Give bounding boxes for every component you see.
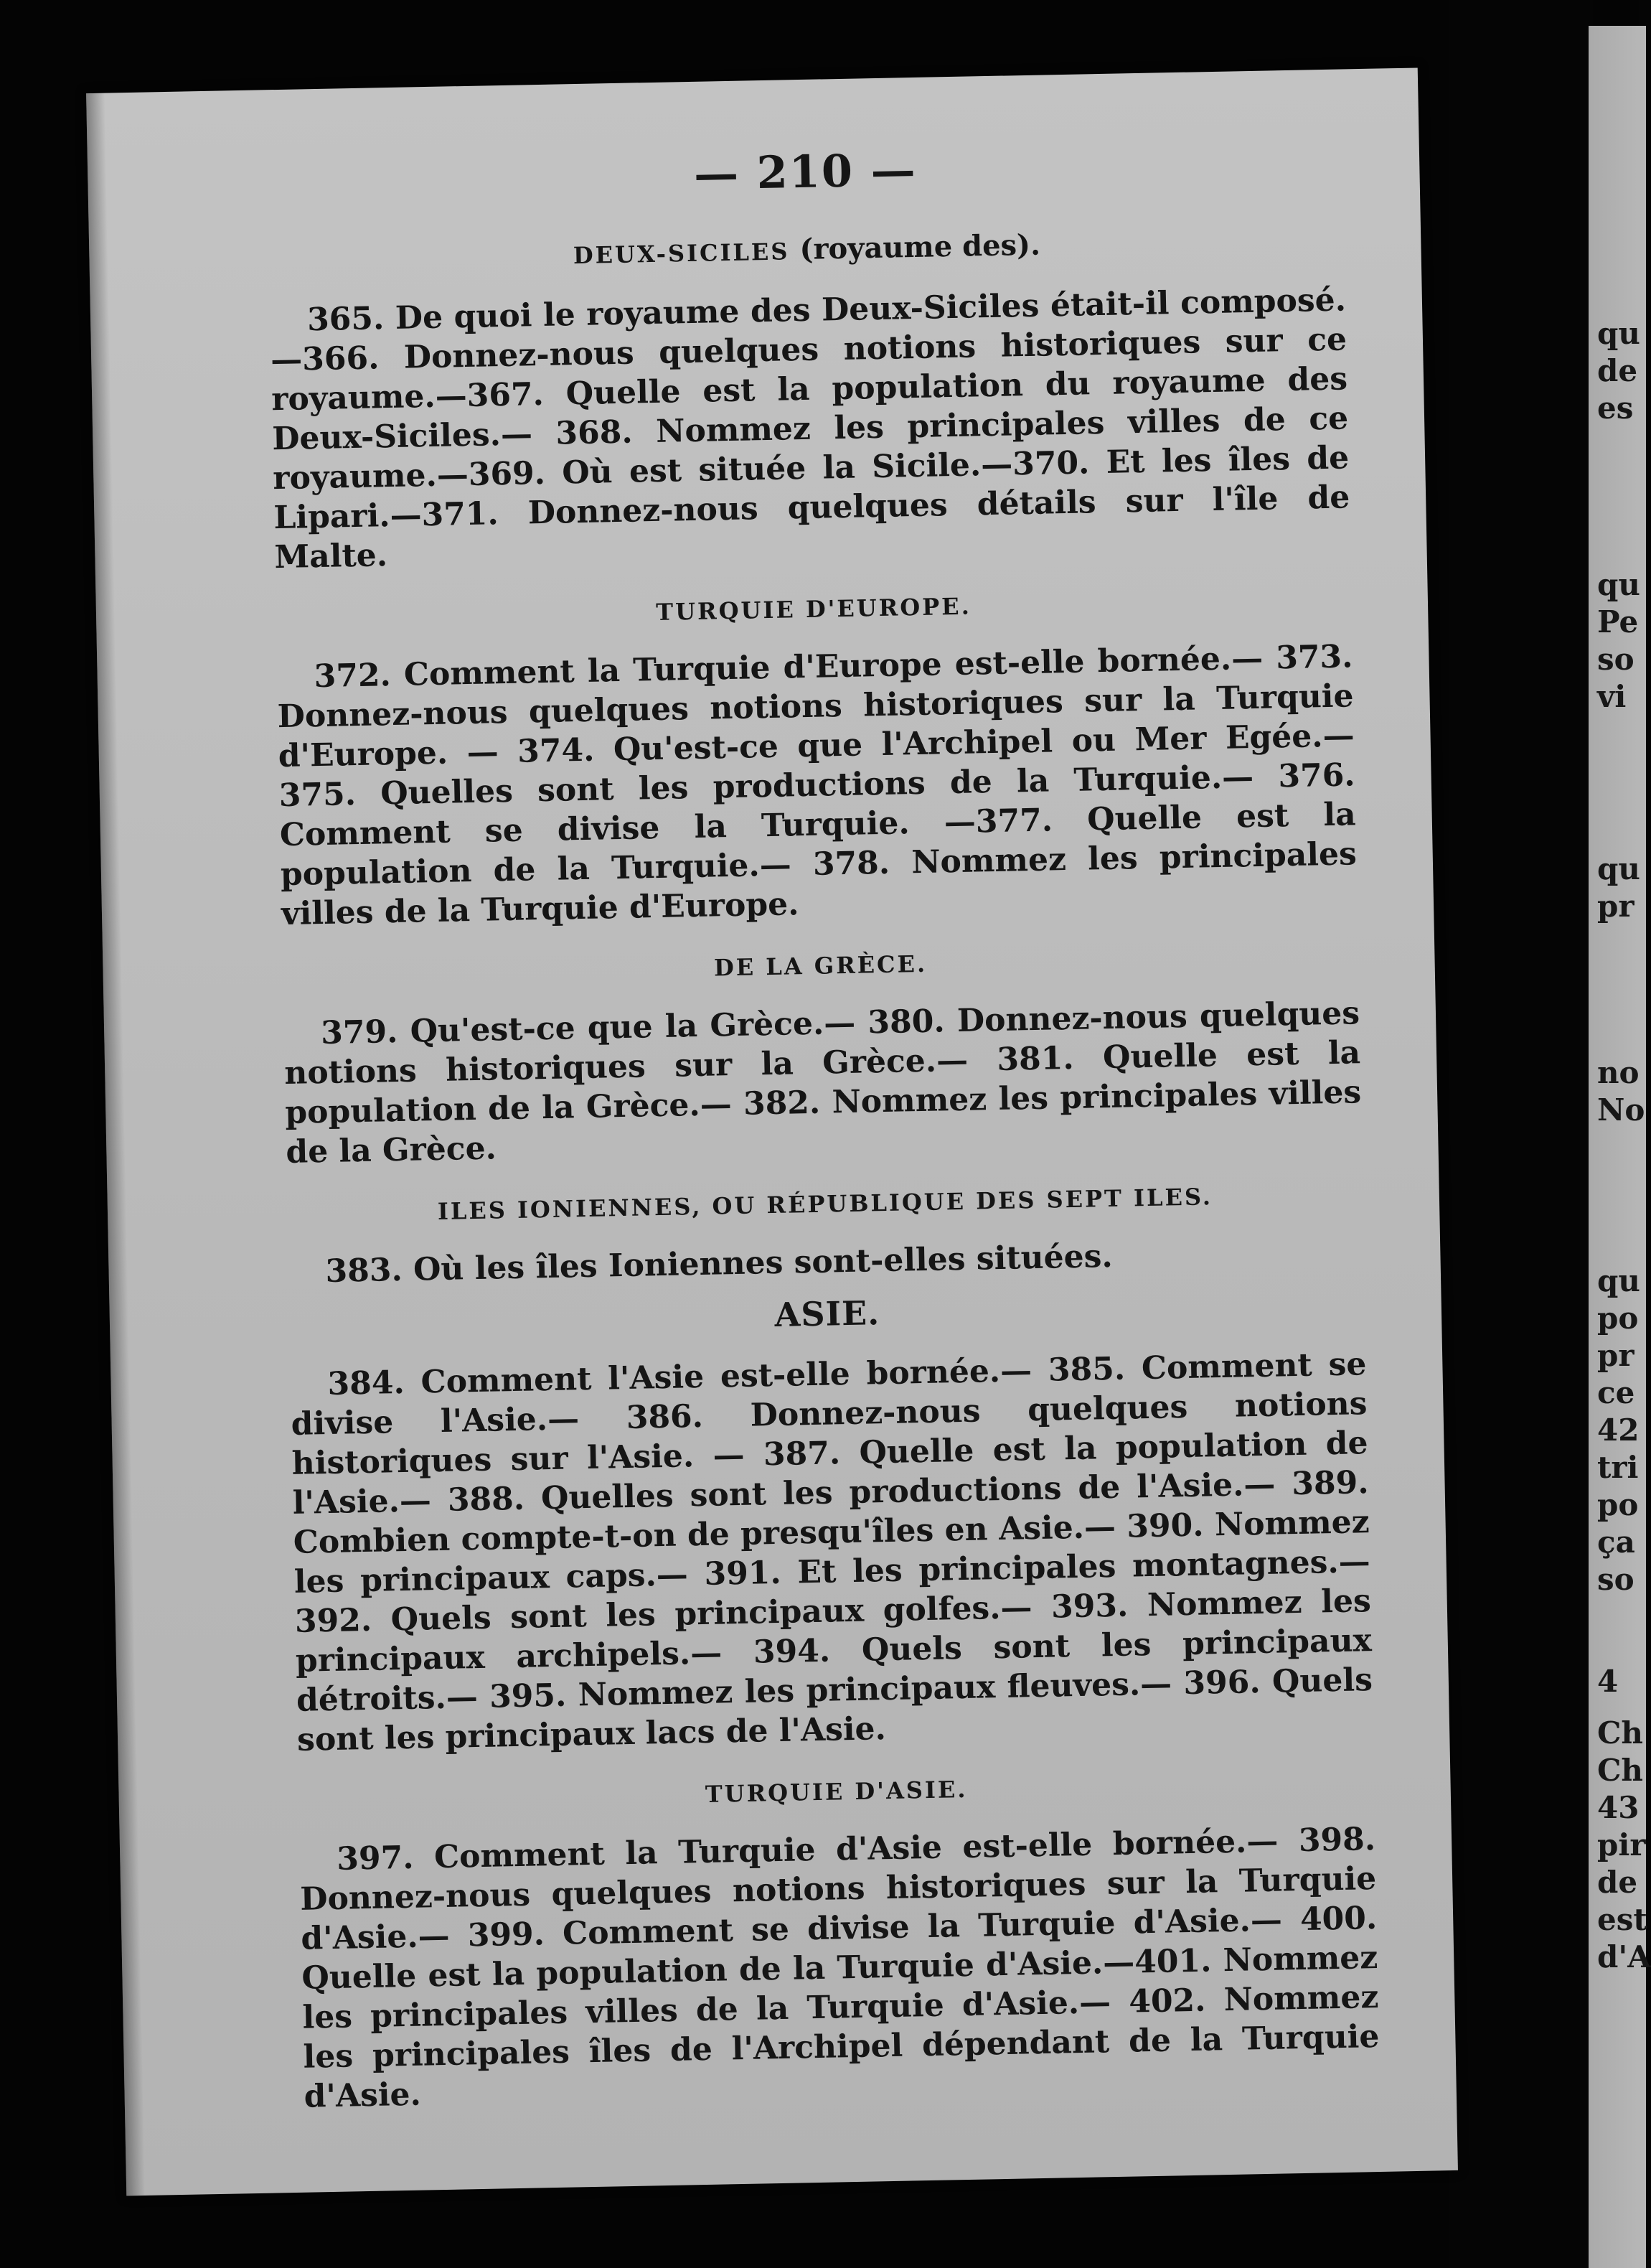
questions-paragraph-grece: 379. Qu'est-ce que la Grèce.— 380. Donnez-nous quelques notions historiques sur la Grèce.— 381. Quelle est la population de la Grèce.— 382. Nommez les principales villes de la Grèce. [283,995,1362,1171]
facing-page-fragment: qu [1597,567,1640,602]
facing-page-fragment: pr [1597,889,1634,924]
page-number: — 210 — [693,143,918,200]
facing-page-fragment: pir [1597,1827,1646,1862]
questions-paragraph-turquie-europe: 372. Comment la Turquie d'Europe est-elle bornée.— 373. Donnez-nous quelques notions historiques sur la Turquie d'Europe. — 374. Qu'est-ce que l'Archipel ou Mer Egée.— 375. Quelles sont les productions de la Turquie.— 376. Comment se divise la Turquie. —377. Quelle est la population de la Turquie.— 378. Nommez les principales villes de la Turquie d'Europe. [277,638,1358,933]
facing-page-fragment: d'A [1597,1939,1651,1974]
questions-paragraph-iles-ioniennes: 383. Où les îles Ioniennes sont-elles situées. [325,1237,1114,1290]
facing-page-fragment: po [1597,1301,1639,1336]
facing-page-fragment: qu [1597,1263,1640,1298]
book-gutter [1449,0,1593,2268]
section-heading-asie: ASIE. [774,1293,880,1334]
facing-page-fragment: no [1597,1055,1640,1090]
section-heading-text: DEUX-SICILES [573,238,790,270]
facing-page-fragment: ça [1597,1524,1635,1560]
facing-page-fragment: de [1597,1865,1638,1900]
section-heading-iles-ioniennes: ILES IONIENNES, OU RÉPUBLIQUE DES SEPT ILES. [437,1183,1213,1225]
facing-page-fragment: ce [1597,1375,1635,1410]
facing-page-fragment: est [1597,1902,1647,1937]
book-page [86,67,1458,2196]
section-heading-grece: DE LA GRÈCE. [713,950,928,982]
facing-page-fragment: 4 [1597,1664,1619,1699]
facing-page-fragment: de [1597,353,1638,388]
facing-page-fragment: Ch [1597,1715,1643,1751]
facing-page-fragment: Pe [1597,604,1639,639]
facing-page-fragment: No [1597,1092,1645,1128]
questions-paragraph-asie: 384. Comment l'Asie est-elle bornée.— 385. Comment se divise l'Asie.— 386. Donnez-nous quelques notions historiques sur l'Asie. — 387. Quelle est la population de l'Asie.— 388. Quelles sont les productions de l'Asie.— 389. Combien compte-t-on de presqu'îles en Asie.— 390. Nommez les principaux caps.— 391. Et les principales montagnes.— 392. Quels sont les principaux golfes.— 393. Nommez les principaux archipels.— 394. Quels sont les principaux détroits.— 395. Nommez les principaux fleuves.— 396. Quels sont les principaux lacs de l'Asie. [291,1346,1373,1758]
questions-paragraph-turquie-asie: 397. Comment la Turquie d'Asie est-elle bornée.— 398. Donnez-nous quelques notions historiques sur la Turquie d'Asie.— 399. Comment se divise la Turquie d'Asie.— 400. Quelle est la population de la Turquie d'Asie.—401. Nommez les principales villes de la Turquie d'Asie.— 402. Nommez les principales îles de l'Archipel dépendant de la Turquie d'Asie. [299,1821,1380,2115]
section-heading-deux-siciles [268,222,1345,276]
section-heading-turquie-europe: TURQUIE D'EUROPE. [655,592,972,626]
facing-page-fragment: vi [1597,679,1627,714]
facing-page-fragment: qu [1597,851,1640,886]
facing-page-fragment: 43 [1597,1790,1640,1825]
facing-page-fragment: 42 [1597,1412,1640,1448]
facing-page-fragment: qu [1597,316,1640,351]
facing-page-fragment: es [1597,390,1634,426]
facing-page-fragment: pr [1597,1338,1634,1373]
facing-page-fragment: so [1597,1562,1634,1597]
page-content [267,135,1380,2116]
questions-paragraph-deux-siciles: 365. De quoi le royaume des Deux-Siciles était-il composé.—366. Donnez-nous quelques notions historiques sur ce royaume.—367. Quelle est la population du royaume des Deux-Siciles.— 368. Nommez les principales villes de ce royaume.—369. Où est située la Sicile.—370. Et les îles de Lipari.—371. Donnez-nous quelques détails sur l'île de Malte. [270,281,1350,576]
facing-page-fragment: po [1597,1487,1639,1522]
section-heading-turquie-asie: TURQUIE D'ASIE. [705,1775,968,1808]
facing-page-fragment: Ch [1597,1753,1643,1788]
section-heading-suffix: (royaume des). [799,228,1041,267]
facing-page-fragment: tri [1597,1450,1639,1485]
facing-page-fragment: so [1597,642,1634,677]
